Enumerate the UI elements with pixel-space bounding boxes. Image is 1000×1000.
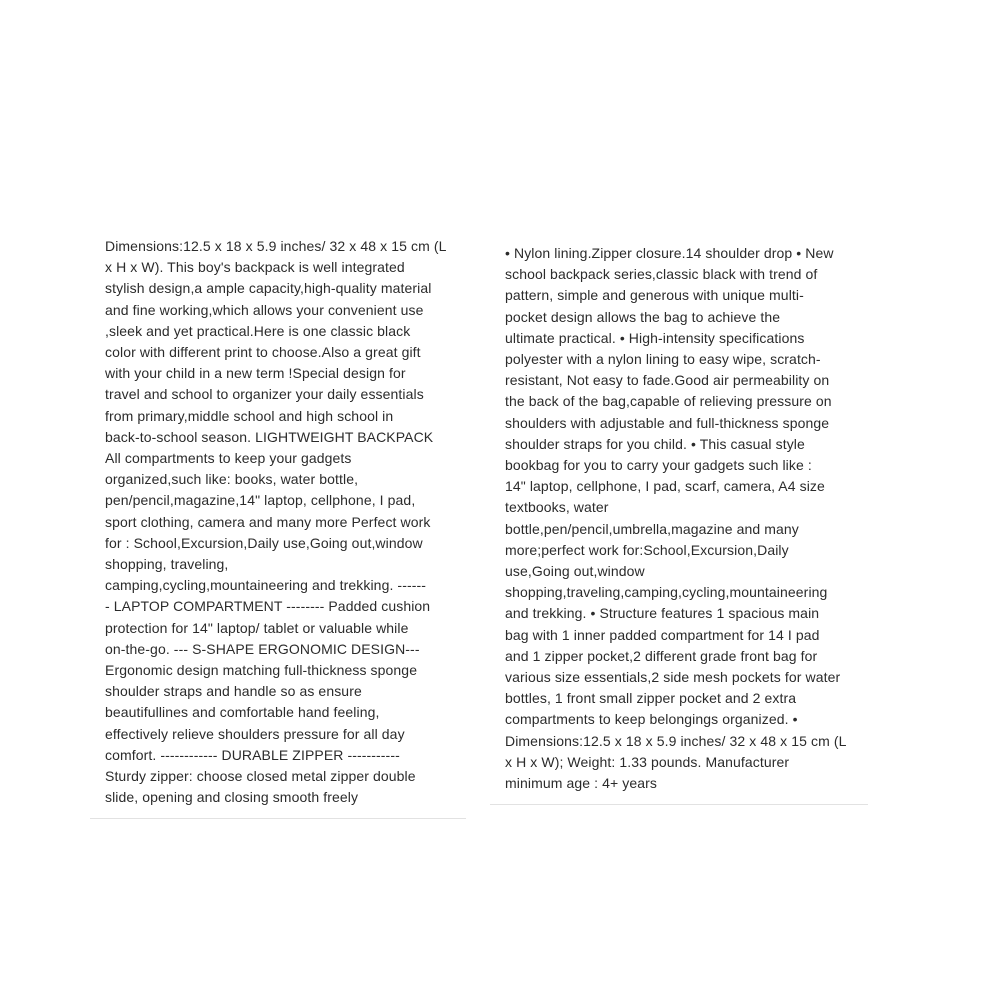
description-text-right: • Nylon lining.Zipper closure.14 shoulder drop • New school backpack series,classic black with trend of pattern, simple and generous with unique multi- pocket design allows the bag to achieve the ultimate practical. • High-intensity specifications polyester with a nylon lining to easy wipe, scratch- resistant, Not easy to fade.Good air permeability on the back of the bag,capable of relieving pressure on shoulders with adjustable and full-thickness sponge shoulder straps for you child. • This casual style bookbag for you to carry your gadgets such like : 14" laptop, cellphone, I pad, scarf, camera, A4 size textbooks, water bottle,pen/pencil,umbrella,magazine and many more;perfect work for:School,Excursion,Daily use,Going out,window shopping,traveling,camping,cycling,mountaineering and trekking. • Structure features 1 spacious main bag with 1 inner padded compartment for 14 I pad and 1 zipper pocket,2 different grade front bag for various size essentials,2 side mesh pockets for water bottles, 1 front small zipper pocket and 2 extra compartments to keep belongings organized. • Dimensions:12.5 x 18 x 5.9 inches/ 32 x 48 x 15 cm (L x H x W); Weight: 1.33 pounds. Manufacturer minimum age : 4+ years bbox=[505, 245, 847, 792]
description-column-left bbox=[90, 236, 466, 819]
description-column-right bbox=[490, 243, 868, 805]
description-text-left: Dimensions:12.5 x 18 x 5.9 inches/ 32 x 48 x 15 cm (L x H x W). This boy's backpack is well integrated stylish design,a ample capacity,high-quality material and fine working,which allows your convenient use ,sleek and yet practical.Here is one classic black color with different print to choose.Also a great gift with your child in a new term !Special design for travel and school to organizer your daily essentials from primary,middle school and high school in back-to-school season. LIGHTWEIGHT BACKPACK All compartments to keep your gadgets organized,such like: books, water bottle, pen/pencil,magazine,14" laptop, cellphone, I pad, sport clothing, camera and many more Perfect work for : School,Excursion,Daily use,Going out,window shopping, traveling, camping,cycling,mountaineering and trekking. ------ - LAPTOP COMPARTMENT -------- Padded cushion protection for 14" laptop/ tablet or valuable while on-the-go. --- S-SHAPE ERGONOMIC DESIGN--- Ergonomic design matching full-thickness sponge shoulder straps and handle so as ensure beautifullines and comfortable hand feeling, effectively relieve shoulders pressure for all day comfort. ------------ DURABLE ZIPPER ----------- Sturdy zipper: choose closed metal zipper double slide, opening and closing smooth freely bbox=[105, 238, 447, 806]
divider-right bbox=[490, 804, 868, 805]
divider-left bbox=[90, 818, 466, 819]
